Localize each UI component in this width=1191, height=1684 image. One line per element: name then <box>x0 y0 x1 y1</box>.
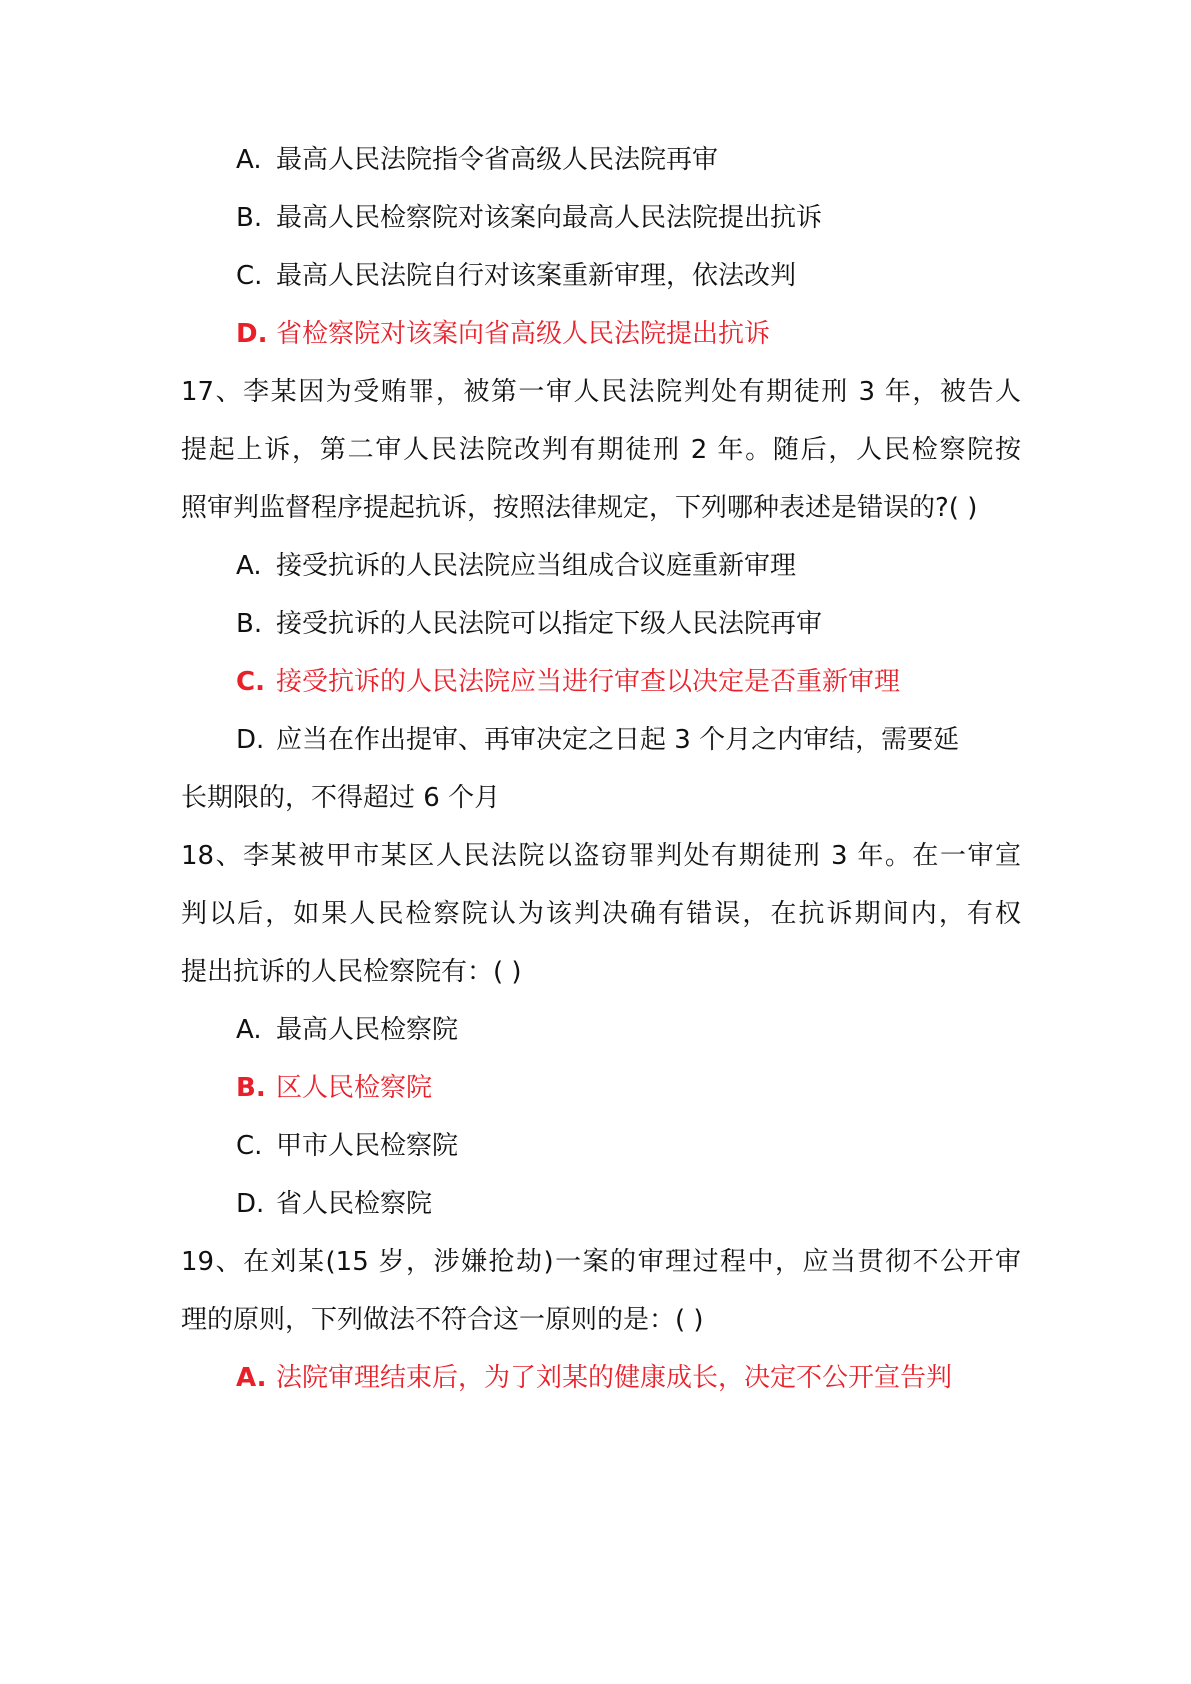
option-text: 区人民检察院 <box>276 1073 433 1103</box>
q18-option-a <box>236 1010 1021 1050</box>
option-text: 省人民检察院 <box>276 1189 433 1219</box>
q17-option-a <box>236 546 1021 586</box>
q17-stem-line-1: 17、李某因为受贿罪，被第一审人民法院判处有期徒刑 3 年，被告人 <box>181 377 1021 407</box>
option-text: 最高人民检察院 <box>276 1015 459 1045</box>
option-text: 接受抗诉的人民法院可以指定下级人民法院再审 <box>276 609 823 639</box>
option-letter: D. <box>236 319 268 349</box>
option-letter: D. <box>236 1189 265 1219</box>
option-letter: A. <box>236 145 262 175</box>
q17-option-b <box>236 604 1021 644</box>
q16-option-a <box>236 140 1021 180</box>
q17-option-c-correct-answer <box>236 662 1021 702</box>
q16-option-c <box>236 256 1021 296</box>
q19-stem-line-1: 19、在刘某(15 岁，涉嫌抢劫)一案的审理过程中，应当贯彻不公开审 <box>181 1247 1021 1277</box>
option-letter: C. <box>236 1131 263 1161</box>
q19-option-a-correct-answer <box>236 1358 1021 1398</box>
q17-option-d-continuation: 长期限的，不得超过 6 个月 <box>181 783 501 813</box>
option-letter: A. <box>236 1015 262 1045</box>
option-text: 接受抗诉的人民法院应当进行审查以决定是否重新审理 <box>276 667 901 697</box>
q18-stem-line-3: 提出抗诉的人民检察院有：( ) <box>181 957 522 987</box>
q16-option-d-correct-answer <box>236 314 1021 354</box>
q16-option-b <box>236 198 1021 238</box>
q18-stem-line-2: 判以后，如果人民检察院认为该判决确有错误，在抗诉期间内，有权 <box>181 899 1021 929</box>
q18-option-d <box>236 1184 1021 1224</box>
option-text: 接受抗诉的人民法院应当组成合议庭重新审理 <box>276 551 797 581</box>
option-text: 应当在作出提审、再审决定之日起 3 个月之内审结，需要延 <box>276 725 960 755</box>
q18-option-c <box>236 1126 1021 1166</box>
option-letter: B. <box>236 1073 266 1103</box>
option-letter: B. <box>236 203 263 233</box>
q18-stem-line-1: 18、李某被甲市某区人民法院以盗窃罪判处有期徒刑 3 年。在一审宣 <box>181 841 1021 871</box>
option-letter: C. <box>236 667 265 697</box>
option-text: 最高人民检察院对该案向最高人民法院提出抗诉 <box>276 203 823 233</box>
option-text: 甲市人民检察院 <box>276 1131 459 1161</box>
q17-stem-line-2: 提起上诉，第二审人民法院改判有期徒刑 2 年。随后，人民检察院按 <box>181 435 1021 465</box>
option-text: 最高人民法院指令省高级人民法院再审 <box>276 145 719 175</box>
option-letter: A. <box>236 1363 267 1393</box>
q19-stem-line-2: 理的原则，下列做法不符合这一原则的是：( ) <box>181 1305 704 1335</box>
option-letter: B. <box>236 609 263 639</box>
q18-option-b-correct-answer <box>236 1068 1021 1108</box>
q17-option-d <box>236 720 1021 760</box>
option-text: 省检察院对该案向省高级人民法院提出抗诉 <box>276 319 771 349</box>
option-letter: C. <box>236 261 263 291</box>
option-letter: A. <box>236 551 262 581</box>
q17-stem-line-3: 照审判监督程序提起抗诉，按照法律规定，下列哪种表述是错误的?( ) <box>181 493 978 523</box>
option-text: 法院审理结束后，为了刘某的健康成长，决定不公开宣告判 <box>276 1363 953 1393</box>
option-letter: D. <box>236 725 265 755</box>
option-text: 最高人民法院自行对该案重新审理，依法改判 <box>276 261 797 291</box>
